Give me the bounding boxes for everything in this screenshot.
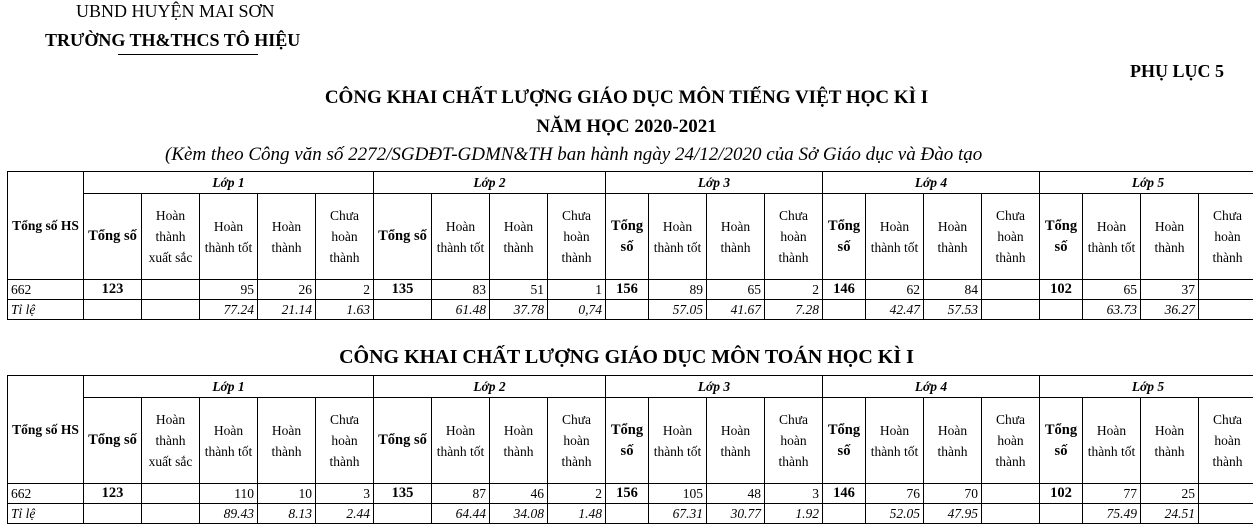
grade-header: Lớp 3 — [606, 376, 823, 398]
ratio-cell: 57.53 — [924, 300, 982, 320]
column-header: Hoàn thành — [1141, 398, 1199, 484]
column-header: Tổng số — [84, 194, 142, 280]
data-cell — [142, 280, 200, 300]
ratio-cell — [1040, 300, 1083, 320]
data-cell: 102 — [1040, 280, 1083, 300]
grade-header: Lớp 1 — [84, 376, 374, 398]
ratio-cell: 1.48 — [548, 504, 606, 524]
data-cell: 77 — [1083, 484, 1141, 504]
data-cell: 3 — [765, 484, 823, 504]
data-cell: 2 — [765, 280, 823, 300]
data-cell — [1199, 484, 1253, 504]
column-header: Hoàn thành tốt — [649, 194, 707, 280]
ratio-cell: 0,74 — [548, 300, 606, 320]
column-header: Hoàn thành xuất sắc — [142, 398, 200, 484]
ratio-cell: 89.43 — [200, 504, 258, 524]
ratio-cell: 41.67 — [707, 300, 765, 320]
column-header: Chưa hoàn thành — [1199, 194, 1253, 280]
data-cell: 37 — [1141, 280, 1199, 300]
ratio-cell — [84, 300, 142, 320]
data-cell: 662 — [8, 280, 84, 300]
ratio-cell: 36.27 — [1141, 300, 1199, 320]
data-cell: 25 — [1141, 484, 1199, 504]
data-cell: 89 — [649, 280, 707, 300]
data-cell: 135 — [374, 484, 432, 504]
data-cell: 662 — [8, 484, 84, 504]
grade-header: Lớp 2 — [374, 376, 606, 398]
ratio-cell — [1199, 504, 1253, 524]
appendix-label: PHỤ LỤC 5 — [1130, 61, 1224, 81]
data-cell: 65 — [1083, 280, 1141, 300]
ratio-cell: 77.24 — [200, 300, 258, 320]
data-cell: 95 — [200, 280, 258, 300]
ratio-cell: 21.14 — [258, 300, 316, 320]
data-cell: 3 — [316, 484, 374, 504]
grade-header: Lớp 2 — [374, 172, 606, 194]
column-header: Hoàn thành tốt — [1083, 194, 1141, 280]
ratio-cell — [142, 300, 200, 320]
column-header: Chưa hoàn thành — [1199, 398, 1253, 484]
ratio-cell — [982, 300, 1040, 320]
ratio-cell: 75.49 — [1083, 504, 1141, 524]
reference-note: (Kèm theo Công văn số 2272/SGDĐT-GDMN&TH ban hành ngày 24/12/2020 của Sở Giáo dục và Đào tạo — [165, 144, 983, 165]
data-cell — [982, 280, 1040, 300]
column-header: Tổng số — [374, 398, 432, 484]
ratio-cell: 30.77 — [707, 504, 765, 524]
column-header: Hoàn thành — [924, 194, 982, 280]
data-cell: 2 — [316, 280, 374, 300]
data-cell: 65 — [707, 280, 765, 300]
ratio-cell — [982, 504, 1040, 524]
column-header: Tổng số — [1040, 194, 1083, 280]
column-header: Chưa hoàn thành — [765, 398, 823, 484]
column-header: Tổng số — [1040, 398, 1083, 484]
ratio-cell — [823, 504, 866, 524]
column-header: Hoàn thành — [258, 194, 316, 280]
vietnamese-title: CÔNG KHAI CHẤT LƯỢNG GIÁO DỤC MÔN TIẾNG VIỆT HỌC KÌ I — [324, 87, 929, 108]
total-hs-header: Tổng số HS — [8, 376, 84, 484]
ratio-cell: 52.05 — [866, 504, 924, 524]
grade-header: Lớp 4 — [823, 172, 1040, 194]
school-name: TRƯỜNG TH&THCS TÔ HIỆU — [45, 30, 301, 50]
column-header: Hoàn thành — [707, 194, 765, 280]
data-cell: 156 — [606, 280, 649, 300]
data-cell — [1199, 280, 1253, 300]
column-header: Hoàn thành — [707, 398, 765, 484]
data-cell: 1 — [548, 280, 606, 300]
column-header: Chưa hoàn thành — [982, 398, 1040, 484]
data-cell: 62 — [866, 280, 924, 300]
column-header: Hoàn thành tốt — [866, 194, 924, 280]
data-cell: 156 — [606, 484, 649, 504]
total-hs-header: Tổng số HS — [8, 172, 84, 280]
ratio-cell: 64.44 — [432, 504, 490, 524]
math-table — [7, 375, 1253, 524]
data-cell: 135 — [374, 280, 432, 300]
ratio-cell: 57.05 — [649, 300, 707, 320]
column-header: Hoàn thành xuất sắc — [142, 194, 200, 280]
grade-header: Lớp 1 — [84, 172, 374, 194]
ratio-cell — [1040, 504, 1083, 524]
data-cell: 10 — [258, 484, 316, 504]
data-cell: 146 — [823, 484, 866, 504]
column-header: Hoàn thành tốt — [866, 398, 924, 484]
data-cell: 87 — [432, 484, 490, 504]
data-cell: 2 — [548, 484, 606, 504]
data-cell: 123 — [84, 484, 142, 504]
column-header: Chưa hoàn thành — [316, 194, 374, 280]
school-underline — [118, 54, 258, 55]
grade-header: Lớp 4 — [823, 376, 1040, 398]
column-header: Hoàn thành tốt — [1083, 398, 1141, 484]
ratio-cell: 8.13 — [258, 504, 316, 524]
grade-header: Lớp 3 — [606, 172, 823, 194]
ratio-cell: 61.48 — [432, 300, 490, 320]
column-header: Hoàn thành — [490, 398, 548, 484]
ratio-cell: 7.28 — [765, 300, 823, 320]
data-cell: 84 — [924, 280, 982, 300]
ratio-cell: 42.47 — [866, 300, 924, 320]
data-cell — [142, 484, 200, 504]
column-header: Tổng số — [606, 398, 649, 484]
data-cell: 102 — [1040, 484, 1083, 504]
data-cell: 110 — [200, 484, 258, 504]
ratio-cell: 2.44 — [316, 504, 374, 524]
data-cell: 48 — [707, 484, 765, 504]
data-cell: 76 — [866, 484, 924, 504]
ratio-cell: 34.08 — [490, 504, 548, 524]
ratio-cell: 1.92 — [765, 504, 823, 524]
data-cell — [982, 484, 1040, 504]
ratio-cell: 1.63 — [316, 300, 374, 320]
ratio-cell — [823, 300, 866, 320]
ratio-cell — [606, 300, 649, 320]
grade-header: Lớp 5 — [1040, 172, 1253, 194]
ratio-cell — [374, 300, 432, 320]
ratio-label: Tỉ lệ — [8, 300, 84, 320]
data-cell: 105 — [649, 484, 707, 504]
math-title: CÔNG KHAI CHẤT LƯỢNG GIÁO DỤC MÔN TOÁN HỌC KÌ I — [339, 346, 914, 368]
ratio-label: Tỉ lệ — [8, 504, 84, 524]
column-header: Hoàn thành tốt — [432, 194, 490, 280]
data-cell: 70 — [924, 484, 982, 504]
column-header: Hoàn thành tốt — [649, 398, 707, 484]
data-cell: 146 — [823, 280, 866, 300]
column-header: Tổng số — [823, 194, 866, 280]
data-cell: 83 — [432, 280, 490, 300]
column-header: Chưa hoàn thành — [316, 398, 374, 484]
column-header: Hoàn thành — [924, 398, 982, 484]
column-header: Chưa hoàn thành — [765, 194, 823, 280]
ratio-cell — [84, 504, 142, 524]
column-header: Chưa hoàn thành — [548, 398, 606, 484]
data-cell: 51 — [490, 280, 548, 300]
ratio-cell: 47.95 — [924, 504, 982, 524]
data-cell: 26 — [258, 280, 316, 300]
column-header: Hoàn thành — [1141, 194, 1199, 280]
column-header: Hoàn thành tốt — [200, 398, 258, 484]
column-header: Hoàn thành — [490, 194, 548, 280]
column-header: Chưa hoàn thành — [982, 194, 1040, 280]
column-header: Hoàn thành — [258, 398, 316, 484]
data-cell: 46 — [490, 484, 548, 504]
ratio-cell: 37.78 — [490, 300, 548, 320]
column-header: Tổng số — [84, 398, 142, 484]
column-header: Tổng số — [606, 194, 649, 280]
vietnamese-table — [7, 171, 1253, 320]
column-header: Tổng số — [374, 194, 432, 280]
ratio-cell: 24.51 — [1141, 504, 1199, 524]
ratio-cell — [374, 504, 432, 524]
ratio-cell — [606, 504, 649, 524]
ratio-cell: 63.73 — [1083, 300, 1141, 320]
data-cell: 123 — [84, 280, 142, 300]
ratio-cell — [142, 504, 200, 524]
agency-name: UBND HUYỆN MAI SƠN — [76, 1, 275, 21]
column-header: Tổng số — [823, 398, 866, 484]
column-header: Chưa hoàn thành — [548, 194, 606, 280]
ratio-cell: 67.31 — [649, 504, 707, 524]
ratio-cell — [1199, 300, 1253, 320]
column-header: Hoàn thành tốt — [200, 194, 258, 280]
column-header: Hoàn thành tốt — [432, 398, 490, 484]
school-year: NĂM HỌC 2020-2021 — [536, 116, 717, 137]
grade-header: Lớp 5 — [1040, 376, 1253, 398]
